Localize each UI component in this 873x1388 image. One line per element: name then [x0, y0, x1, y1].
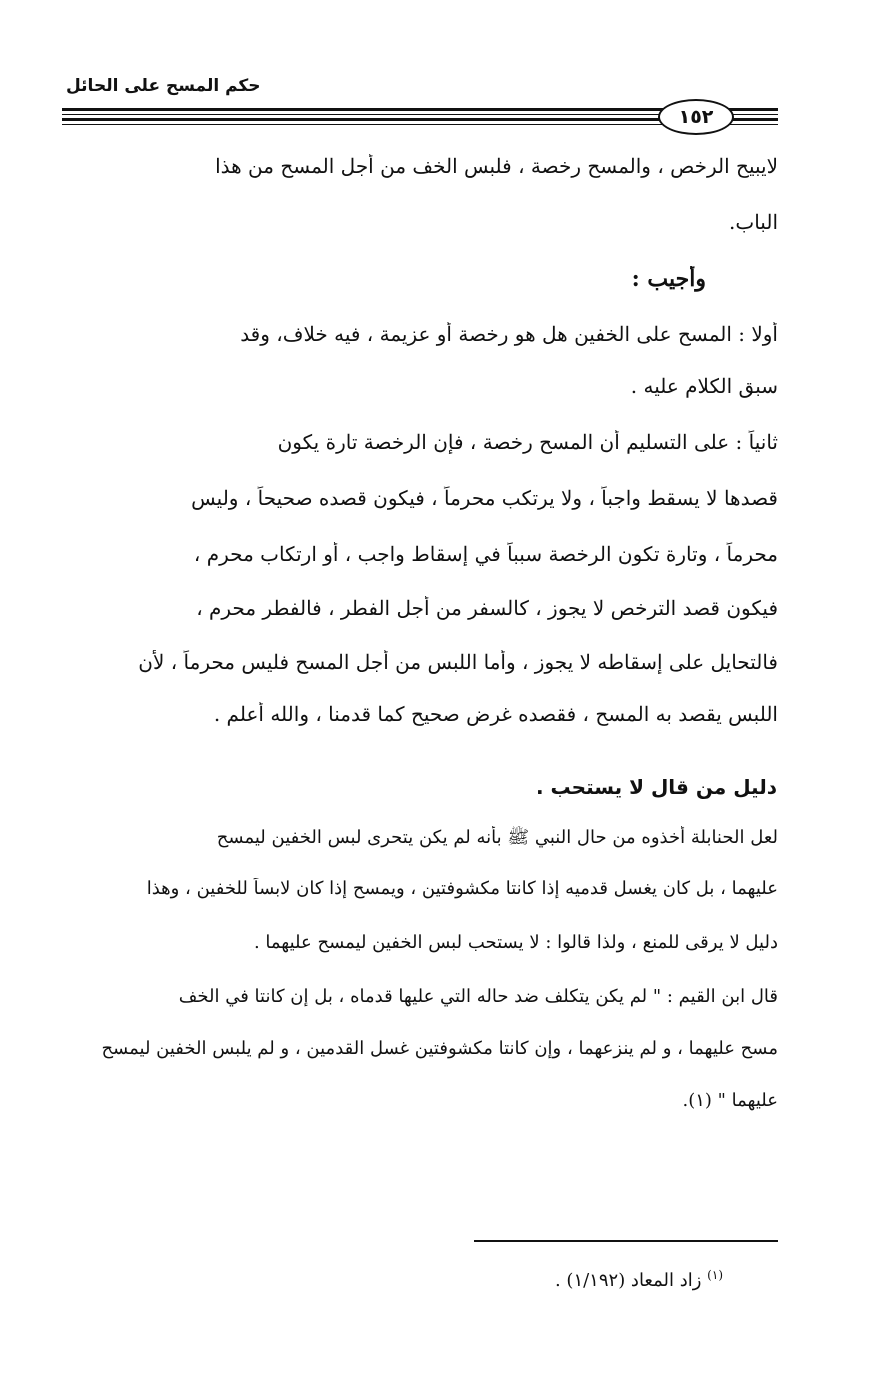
section-heading: دليل من قال لا يستحب .	[535, 775, 777, 799]
section-1-text	[62, 150, 778, 750]
text-line: سبق الكلام عليه .	[630, 374, 778, 398]
footnote-text: زاد المعاد (١/١٩٢) .	[554, 1270, 702, 1291]
text-line: لايبيح الرخص ، والمسح رخصة ، فلبس الخف من أجل المسح من هذا	[215, 154, 778, 178]
text-line: اللبس يقصد به المسح ، فقصده غرض صحيح كما قدمنا ، والله أعلم .	[213, 702, 778, 726]
page-number-badge: ١٥٢	[658, 99, 734, 135]
text-line: محرماً ، وتارة تكون الرخصة سبباً في إسقاط واجب ، أو ارتكاب محرم ،	[193, 542, 778, 566]
running-header-title: حكم المسح على الحائل	[66, 76, 261, 96]
text-line: أولا : المسح على الخفين هل هو رخصة أو عزيمة ، فيه خلاف، وقد	[240, 322, 778, 346]
subheading-answer: وأجيب :	[631, 266, 706, 292]
section-2-text	[62, 826, 778, 1126]
footnote-separator	[474, 1240, 778, 1242]
text-line: قصدها لا يسقط واجباً ، ولا يرتكب محرماً ، فيكون قصده صحيحاً ، وليس	[191, 486, 778, 510]
text-line: عليهما ، بل كان يغسل قدميه إذا كانتا مكشوفتين ، ويمسح إذا كان لابساً للخفين ، وهذا	[146, 878, 778, 899]
text-line: فالتحايل على إسقاطه لا يجوز ، وأما اللبس من أجل المسح فليس محرماً ، لأن	[138, 650, 778, 674]
text-line: مسح عليهما ، و لم ينزعهما ، وإن كانتا مكشوفتين غسل القدمين ، و لم يلبس الخفين ليمسح	[101, 1038, 778, 1059]
text-line: دليل لا يرقى للمنع ، ولذا قالوا : لا يستحب لبس الخفين ليمسح عليهما .	[253, 932, 778, 953]
footnote-marker: (١)	[707, 1268, 723, 1282]
text-line: فيكون قصد الترخص لا يجوز ، كالسفر من أجل الفطر ، فالفطر محرم ،	[196, 596, 778, 620]
text-line: لعل الحنابلة أخذوه من حال النبي ﷺ بأنه لم يكن يتحرى لبس الخفين ليمسح	[216, 827, 778, 848]
text-line: الباب.	[729, 210, 778, 234]
text-line: ثانياً : على التسليم أن المسح رخصة ، فإن الرخصة تارة يكون	[277, 430, 778, 454]
footnote	[555, 1268, 723, 1291]
text-line: قال ابن القيم : " لم يكن يتكلف ضد حاله التي عليها قدماه ، بل إن كانتا في الخف	[178, 986, 778, 1007]
text-line: عليهما " (١).	[682, 1090, 778, 1111]
